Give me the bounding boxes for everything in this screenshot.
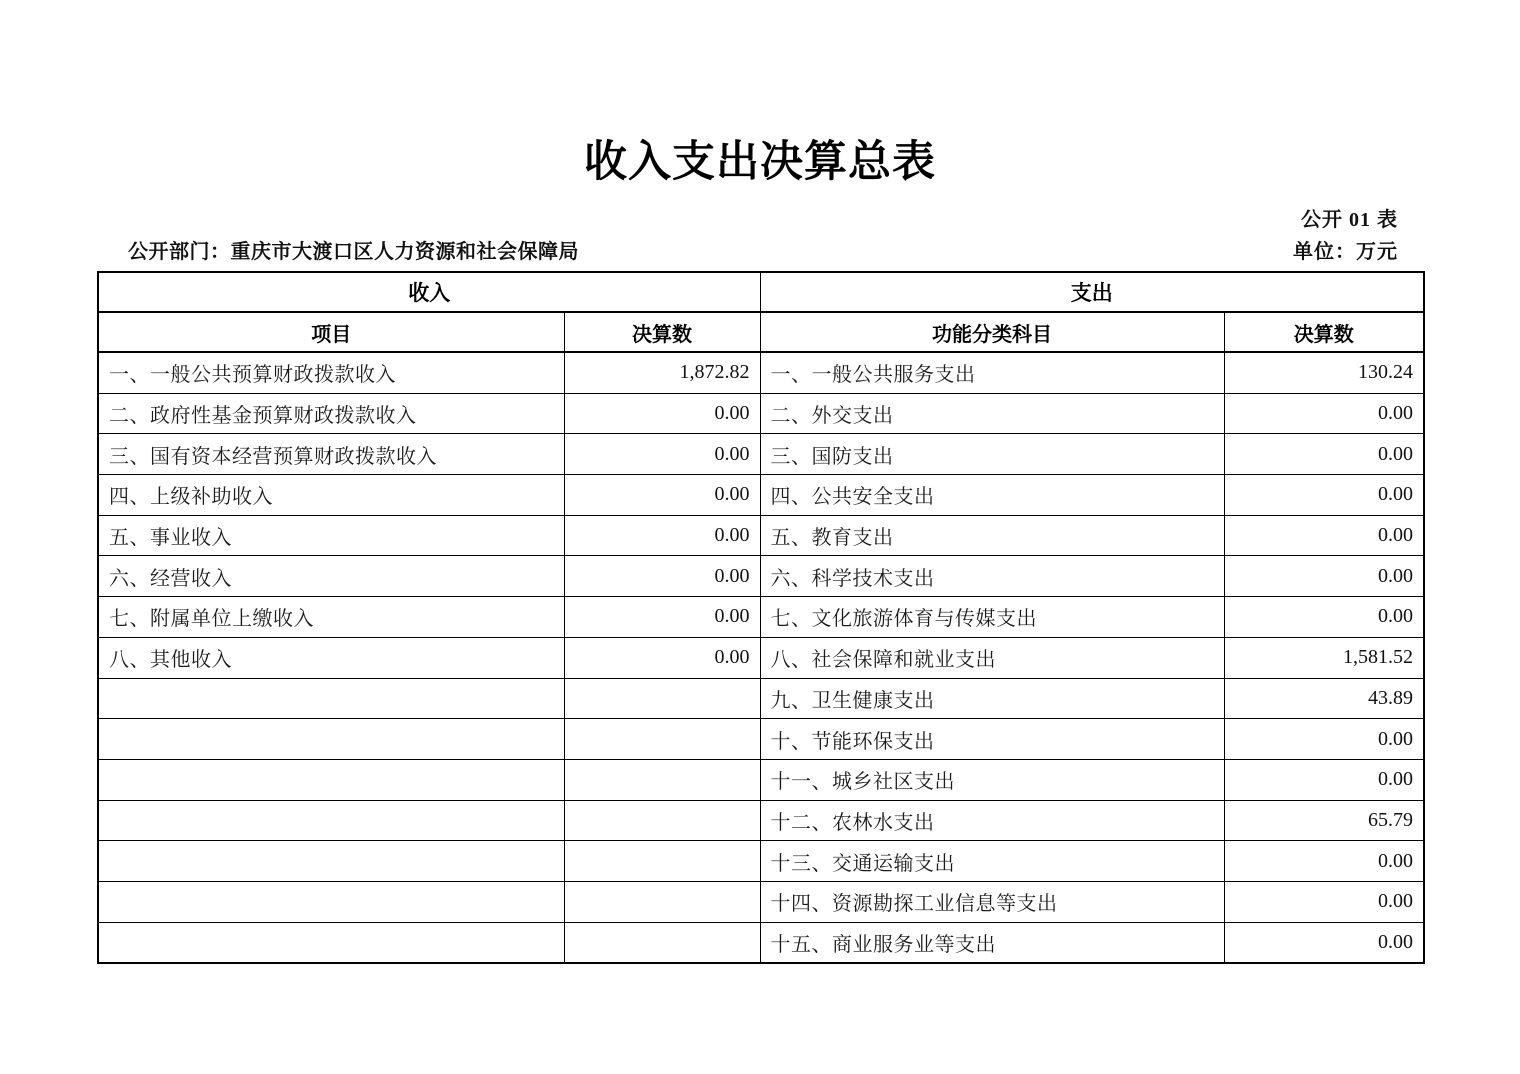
table-row xyxy=(98,556,1424,597)
income-item-cell xyxy=(98,759,564,800)
expense-value-cell: 0.00 xyxy=(1224,719,1424,760)
income-item-cell xyxy=(98,678,564,719)
expense-item-cell: 十一、城乡社区支出 xyxy=(760,759,1224,800)
expense-item-cell: 四、公共安全支出 xyxy=(760,475,1224,516)
expense-value-cell: 0.00 xyxy=(1224,922,1424,963)
expense-item-cell: 八、社会保障和就业支出 xyxy=(760,637,1224,678)
expense-value-cell: 43.89 xyxy=(1224,678,1424,719)
page-title: 收入支出决算总表 xyxy=(584,138,936,186)
expense-value-cell: 0.00 xyxy=(1224,556,1424,597)
sheet-number-label: 公开 01 表 xyxy=(1301,209,1398,231)
income-item-cell xyxy=(98,719,564,760)
income-item-cell: 五、事业收入 xyxy=(98,515,564,556)
income-value-cell xyxy=(564,841,760,882)
expense-value-cell: 0.00 xyxy=(1224,759,1424,800)
expense-item-cell: 六、科学技术支出 xyxy=(760,556,1224,597)
income-value-cell xyxy=(564,719,760,760)
expense-value-cell: 130.24 xyxy=(1224,352,1424,393)
expense-item-cell: 一、一般公共服务支出 xyxy=(760,352,1224,393)
income-value-cell: 0.00 xyxy=(564,393,760,434)
income-item-cell: 七、附属单位上缴收入 xyxy=(98,597,564,638)
expense-value-cell: 1,581.52 xyxy=(1224,637,1424,678)
expense-item-column-header: 功能分类科目 xyxy=(760,312,1224,352)
table-row xyxy=(98,352,1424,393)
expense-item-cell: 七、文化旅游体育与传媒支出 xyxy=(760,597,1224,638)
budget-summary-table xyxy=(97,271,1425,964)
table-row xyxy=(98,841,1424,882)
income-value-cell xyxy=(564,800,760,841)
income-value-cell xyxy=(564,922,760,963)
income-item-cell: 八、其他收入 xyxy=(98,637,564,678)
table-row xyxy=(98,597,1424,638)
table-row xyxy=(98,434,1424,475)
table-row xyxy=(98,393,1424,434)
income-item-cell: 四、上级补助收入 xyxy=(98,475,564,516)
expense-value-cell: 0.00 xyxy=(1224,515,1424,556)
table-row xyxy=(98,759,1424,800)
expense-item-cell: 十、节能环保支出 xyxy=(760,719,1224,760)
income-item-column-header: 项目 xyxy=(98,312,564,352)
expense-value-cell: 0.00 xyxy=(1224,393,1424,434)
income-value-cell xyxy=(564,881,760,922)
expense-item-cell: 二、外交支出 xyxy=(760,393,1224,434)
table-row xyxy=(98,678,1424,719)
expense-item-cell: 三、国防支出 xyxy=(760,434,1224,475)
expense-value-cell: 0.00 xyxy=(1224,841,1424,882)
expense-item-cell: 十四、资源勘探工业信息等支出 xyxy=(760,881,1224,922)
table-row xyxy=(98,922,1424,963)
expense-value-column-header: 决算数 xyxy=(1224,312,1424,352)
expense-value-cell: 65.79 xyxy=(1224,800,1424,841)
column-header-row xyxy=(98,312,1424,352)
income-item-cell: 一、一般公共预算财政拨款收入 xyxy=(98,352,564,393)
expense-value-cell: 0.00 xyxy=(1224,881,1424,922)
income-value-cell: 0.00 xyxy=(564,515,760,556)
unit-label: 单位：万元 xyxy=(1293,241,1398,263)
table-row xyxy=(98,637,1424,678)
income-item-cell: 六、经营收入 xyxy=(98,556,564,597)
table-row xyxy=(98,475,1424,516)
income-value-cell: 0.00 xyxy=(564,556,760,597)
table-row xyxy=(98,881,1424,922)
table-row xyxy=(98,719,1424,760)
expense-item-cell: 九、卫生健康支出 xyxy=(760,678,1224,719)
income-value-cell: 0.00 xyxy=(564,597,760,638)
income-item-cell xyxy=(98,922,564,963)
income-value-cell: 0.00 xyxy=(564,637,760,678)
income-value-cell: 0.00 xyxy=(564,475,760,516)
income-item-cell xyxy=(98,841,564,882)
income-value-cell: 0.00 xyxy=(564,434,760,475)
income-item-cell: 二、政府性基金预算财政拨款收入 xyxy=(98,393,564,434)
expense-item-cell: 十三、交通运输支出 xyxy=(760,841,1224,882)
expense-value-cell: 0.00 xyxy=(1224,597,1424,638)
expense-item-cell: 五、教育支出 xyxy=(760,515,1224,556)
department-label: 公开部门：重庆市大渡口区人力资源和社会保障局 xyxy=(128,241,579,263)
expense-value-cell: 0.00 xyxy=(1224,475,1424,516)
income-value-cell xyxy=(564,678,760,719)
income-value-cell xyxy=(564,759,760,800)
income-item-cell: 三、国有资本经营预算财政拨款收入 xyxy=(98,434,564,475)
income-value-cell: 1,872.82 xyxy=(564,352,760,393)
table-row xyxy=(98,800,1424,841)
expense-item-cell: 十五、商业服务业等支出 xyxy=(760,922,1224,963)
section-header-row xyxy=(98,272,1424,312)
table-row xyxy=(98,515,1424,556)
expense-value-cell: 0.00 xyxy=(1224,434,1424,475)
income-value-column-header: 决算数 xyxy=(564,312,760,352)
income-item-cell xyxy=(98,800,564,841)
expense-section-header: 支出 xyxy=(760,272,1424,312)
expense-item-cell: 十二、农林水支出 xyxy=(760,800,1224,841)
income-item-cell xyxy=(98,881,564,922)
income-section-header: 收入 xyxy=(98,272,760,312)
